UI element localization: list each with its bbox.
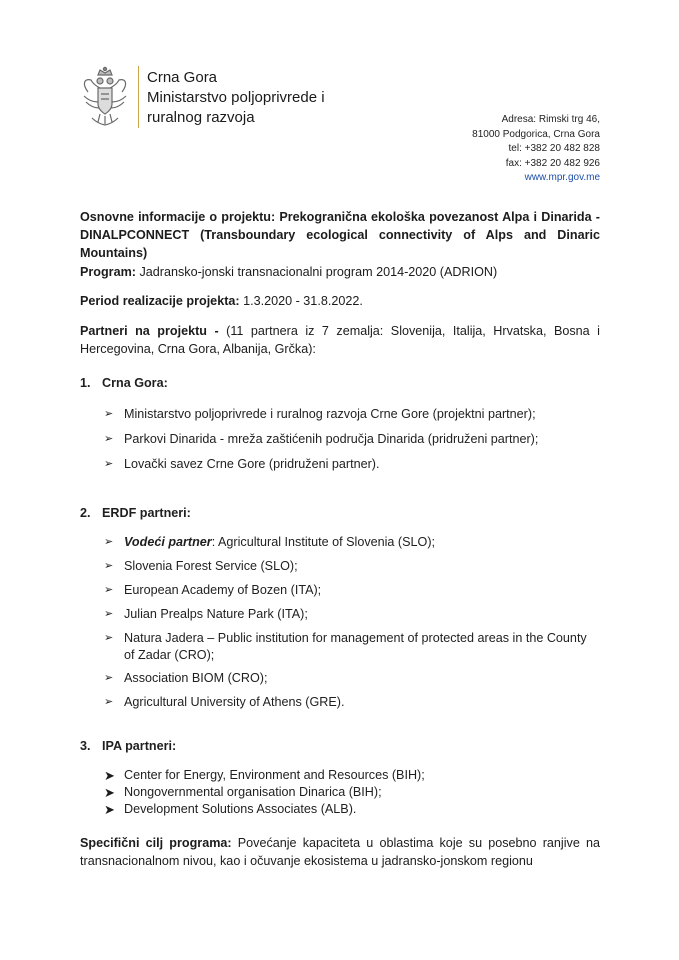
period-line — [80, 292, 600, 310]
program-label: Program: — [80, 265, 136, 279]
objective-label: Specifični cilj programa: — [80, 836, 232, 850]
section-2-number: 2. — [80, 506, 91, 520]
list-item-text: Julian Prealps Nature Park (ITA); — [124, 607, 308, 621]
org-line-2: Ministarstvo poljoprivrede i — [147, 89, 325, 106]
section-2-heading — [80, 504, 191, 522]
website-link[interactable]: www.mpr.gov.me — [524, 172, 600, 183]
fax: fax: +382 20 482 926 — [505, 157, 600, 169]
lead-partner-label: Vodeći partner — [124, 535, 212, 549]
project-title-text: Osnovne informacije o projektu: Prekogranična ekološka povezanost Alpa i Dinarida - DINALPCONNECT (Transboundary ecological connectivity of Alps and Dinaric Mountains) — [80, 210, 600, 260]
section-3-number: 3. — [80, 739, 91, 753]
period-value: 1.3.2020 - 31.8.2022. — [239, 294, 363, 308]
org-line-1: Crna Gora — [147, 69, 218, 86]
arrow-bullet-icon: ➢ — [104, 433, 114, 445]
partners-intro — [80, 322, 600, 358]
program-line — [80, 263, 600, 281]
section-1-number: 1. — [80, 376, 91, 390]
list-item-text: Association BIOM (CRO); — [124, 671, 268, 685]
section-3-heading — [80, 737, 176, 755]
list-item-text: Development Solutions Associates (ALB). — [124, 802, 357, 816]
period-label: Period realizacije projekta: — [80, 294, 240, 308]
list-item-text: Lovački savez Crne Gore (pridruženi partner). — [124, 457, 380, 471]
coat-of-arms-logo — [78, 66, 132, 128]
arrow-bullet-icon: ➢ — [104, 696, 114, 708]
arrow-bullet-icon: ➤ — [104, 768, 115, 783]
list-item-text: Center for Energy, Environment and Resources (BIH); — [124, 768, 425, 782]
list-item-text: Slovenia Forest Service (SLO); — [124, 559, 298, 573]
header-divider — [138, 66, 139, 128]
section-2-title: ERDF partneri: — [102, 506, 191, 520]
arrow-bullet-icon: ➢ — [104, 672, 114, 684]
objective-value: Povećanje kapaciteta u oblastima koje su posebno ranjive na transnacionalnom nivou, kao i očuvanje ekosistema u jadransko-jonskom regionu — [80, 836, 600, 868]
project-title — [80, 208, 600, 262]
program-value: Jadransko-jonski transnacionalni program 2014-2020 (ADRION) — [135, 265, 498, 279]
phone: tel: +382 20 482 828 — [508, 143, 600, 154]
list-item-text: Nongovernmental organisation Dinarica (BIH); — [124, 785, 382, 799]
list-item-text: Agricultural University of Athens (GRE). — [124, 695, 345, 709]
arrow-bullet-icon: ➢ — [104, 608, 114, 620]
address-line-1: Adresa: Rimski trg 46, — [501, 114, 600, 125]
partners-label: Partneri na projektu - — [80, 324, 219, 338]
arrow-bullet-icon: ➤ — [104, 802, 115, 817]
arrow-bullet-icon: ➢ — [104, 584, 114, 596]
section-1-heading — [80, 374, 168, 392]
list-item-text: Ministarstvo poljoprivrede i ruralnog razvoja Crne Gore (projektni partner); — [124, 407, 536, 421]
section-1-title: Crna Gora: — [102, 376, 168, 390]
contact-block — [472, 113, 600, 186]
list-item-text: Parkovi Dinarida - mreža zaštićenih područja Dinarida (pridruženi partner); — [124, 432, 539, 446]
list-item-text: Natura Jadera – Public institution for management of protected areas in the County of Zadar (CRO); — [124, 631, 587, 662]
arrow-bullet-icon: ➢ — [104, 458, 114, 470]
arrow-bullet-icon: ➢ — [104, 632, 114, 644]
org-line-3: ruralnog razvoja — [147, 109, 255, 126]
arrow-bullet-icon: ➢ — [104, 560, 114, 572]
arrow-bullet-icon: ➢ — [104, 536, 114, 548]
section-3-title: IPA partneri: — [102, 739, 177, 753]
arrow-bullet-icon: ➤ — [104, 785, 115, 800]
list-item-text — [124, 534, 604, 551]
ministry-name — [147, 68, 325, 128]
arrow-bullet-icon: ➢ — [104, 408, 114, 420]
list-item-text: European Academy of Bozen (ITA); — [124, 583, 322, 597]
address-line-2: 81000 Podgorica, Crna Gora — [472, 128, 600, 140]
lead-partner-value: : Agricultural Institute of Slovenia (SLO); — [211, 535, 436, 549]
program-objective — [80, 834, 600, 870]
partners-value: (11 partnera iz 7 zemalja: Slovenija, Italija, Hrvatska, Bosna i Hercegovina, Crna Gora, Albanija, Grčka): — [80, 324, 600, 356]
